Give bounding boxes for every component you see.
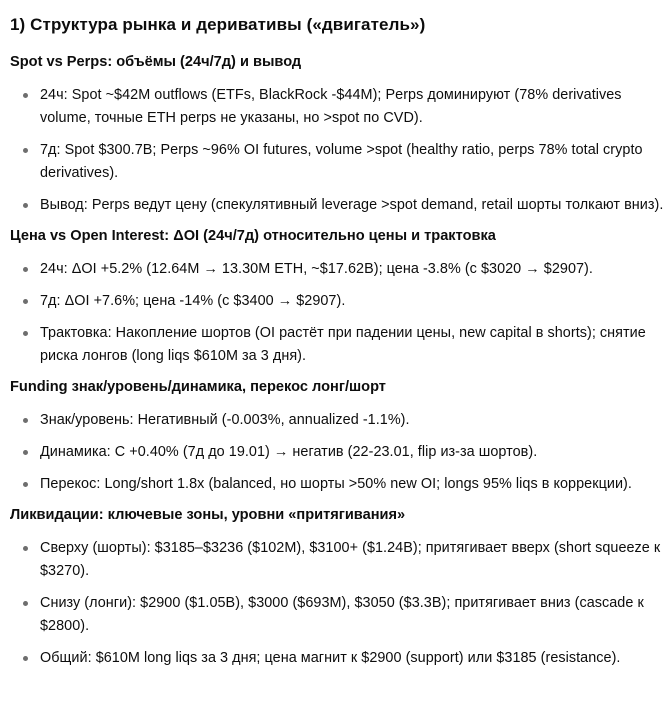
bullet-list bbox=[10, 409, 666, 496]
section-heading: Spot vs Perps: объёмы (24ч/7д) и вывод bbox=[10, 54, 302, 70]
bullet-item: 24ч: Spot ~$42M outflows (ETFs, BlackRock -$44M); Perps доминируют (78% derivatives volume, точные ETH perps не указаны, но >spot по CVD). bbox=[40, 84, 666, 130]
document-section bbox=[10, 378, 666, 496]
bullet-item: Общий: $610M long liqs за 3 дня; цена магнит к $2900 (support) или $3185 (resistance). bbox=[40, 647, 666, 670]
bullet-item: 24ч: ΔOI +5.2% (12.64M → 13.30M ETH, ~$17.62B); цена -3.8% (с $3020 → $2907). bbox=[40, 258, 666, 281]
bullet-dot-icon bbox=[23, 331, 28, 336]
bullet-dot-icon bbox=[23, 546, 28, 551]
bullet-dot-icon bbox=[23, 418, 28, 423]
document-section bbox=[10, 53, 666, 217]
page-title: 1) Структура рынка и деривативы («двигатель») bbox=[10, 15, 426, 34]
bullet-list bbox=[10, 84, 666, 217]
bullet-item: Сверху (шорты): $3185–$3236 ($102M), $3100+ ($1.24B); притягивает вверх (short squeeze к $3270). bbox=[40, 537, 666, 583]
document-section bbox=[10, 506, 666, 670]
document-section bbox=[10, 227, 666, 368]
bullet-item: Снизу (лонги): $2900 ($1.05B), $3000 ($693M), $3050 ($3.3B); притягивает вниз (cascade к $2800). bbox=[40, 592, 666, 638]
bullet-item: Трактовка: Накопление шортов (OI растёт при падении цены, new capital в shorts); снятие риска лонгов (long liqs $610M за 3 дня). bbox=[40, 322, 666, 368]
bullet-dot-icon bbox=[23, 203, 28, 208]
bullet-item: Знак/уровень: Негативный (-0.003%, annualized -1.1%). bbox=[40, 409, 666, 432]
section-heading: Цена vs Open Interest: ΔOI (24ч/7д) относительно цены и трактовка bbox=[10, 228, 496, 244]
section-heading: Funding знак/уровень/динамика, перекос лонг/шорт bbox=[10, 379, 386, 395]
bullet-dot-icon bbox=[23, 601, 28, 606]
document bbox=[10, 13, 666, 670]
bullet-dot-icon bbox=[23, 267, 28, 272]
sections-container bbox=[10, 53, 666, 670]
bullet-dot-icon bbox=[23, 656, 28, 661]
bullet-item: Вывод: Perps ведут цену (спекулятивный leverage >spot demand, retail шорты толкают вниз). bbox=[40, 194, 666, 217]
bullet-dot-icon bbox=[23, 482, 28, 487]
bullet-list bbox=[10, 537, 666, 670]
section-heading: Ликвидации: ключевые зоны, уровни «притягивания» bbox=[10, 507, 406, 523]
bullet-dot-icon bbox=[23, 148, 28, 153]
bullet-dot-icon bbox=[23, 93, 28, 98]
bullet-item: Динамика: С +0.40% (7д до 19.01) → негатив (22-23.01, flip из-за шортов). bbox=[40, 441, 666, 464]
bullet-dot-icon bbox=[23, 299, 28, 304]
bullet-item: Перекос: Long/short 1.8x (balanced, но шорты >50% new OI; longs 95% liqs в коррекции). bbox=[40, 473, 666, 496]
bullet-item: 7д: ΔOI +7.6%; цена -14% (с $3400 → $2907). bbox=[40, 290, 666, 313]
bullet-dot-icon bbox=[23, 450, 28, 455]
bullet-item: 7д: Spot $300.7B; Perps ~96% OI futures, volume >spot (healthy ratio, perps 78% total crypto derivatives). bbox=[40, 139, 666, 185]
bullet-list bbox=[10, 258, 666, 368]
